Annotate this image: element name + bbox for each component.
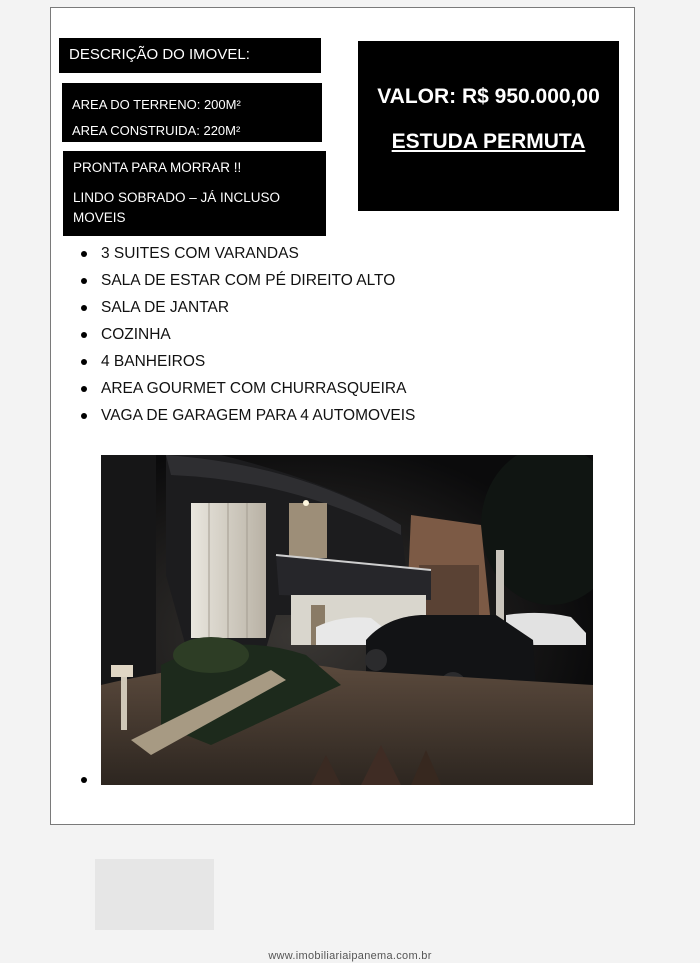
feature-item: AREA GOURMET COM CHURRASQUEIRA [81,377,415,404]
feature-item: 4 BANHEIROS [81,350,415,377]
feature-item: VAGA DE GARAGEM PARA 4 AUTOMOVEIS [81,404,415,431]
features-list [81,242,415,431]
document-page [50,7,635,825]
bullet-icon [81,777,87,783]
feature-item: 3 SUITES COM VARANDAS [81,242,415,269]
sobrado-text: LINDO SOBRADO – JÁ INCLUSO MOVEIS [73,190,281,225]
area-box [62,83,322,142]
footer-url[interactable]: www.imobiliariaipanema.com.br [268,950,432,962]
price-box [358,41,619,211]
feature-item: COZINHA [81,323,415,350]
feature-item: SALA DE ESTAR COM PÉ DIREITO ALTO [81,269,415,296]
permuta-text: ESTUDA PERMUTA [391,130,586,153]
thumbnail-placeholder [95,859,214,930]
pronta-text: PRONTA PARA MORRAR !! [73,160,242,175]
house-photo [101,455,593,785]
area-terreno: AREA DO TERRENO: 200M² [72,97,241,112]
description-title: DESCRIÇÃO DO IMOVEL: [59,38,321,73]
area-construida: AREA CONSTRUIDA: 220M² [72,123,241,138]
highlights-box [63,151,326,236]
feature-item: SALA DE JANTAR [81,296,415,323]
price-value: VALOR: R$ 950.000,00 [377,85,600,108]
